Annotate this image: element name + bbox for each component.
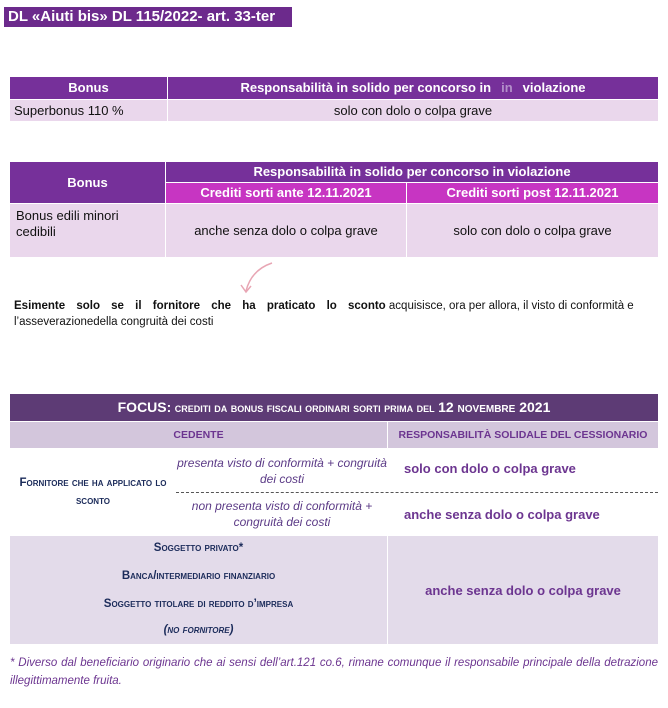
focus-header-text: crediti da bonus fiscali ordinari sorti prima del <box>174 401 435 415</box>
table1-header-responsabilita <box>168 77 658 99</box>
esimente-note-rest: acquisisce, ora per allora, il visto di conformità e l’asseverazionedella congruità dei costi <box>14 300 634 328</box>
focus-others-resp: anche senza dolo o colpa grave <box>425 583 621 598</box>
focus-divider <box>176 492 658 493</box>
table2-row-label: Bonus edili minori cedibili <box>10 204 165 257</box>
focus-non-presenta-visto: non presenta visto di conformità + congruità dei costi <box>191 499 373 529</box>
table2-header-main: Responsabilità in solido per concorso in violazione <box>166 162 658 182</box>
esimente-note <box>14 298 656 330</box>
focus-soggetto-titolare: Soggetto titolare di reddito d’impresa <box>103 598 294 610</box>
esimente-note-bold: Esimente solo se il fornitore che ha praticato lo sconto <box>14 300 386 312</box>
focus-header-prefix: FOCUS: <box>117 399 172 415</box>
focus-col-responsabilita: RESPONSABILITÀ SOLIDALE DEL CESSIONARIO <box>388 422 658 448</box>
table1-header-part1: Responsabilità in solido per concorso in <box>240 80 492 95</box>
page-title: DL «Aiuti bis» DL 115/2022- art. 33-ter <box>4 7 292 27</box>
table2-subheader-ante: Crediti sorti ante 12.11.2021 <box>166 183 406 203</box>
focus-header <box>10 394 658 421</box>
table1-header-part3: violazione <box>522 80 586 95</box>
pointer-arrow-icon <box>238 261 278 297</box>
table1-row-value: solo con dolo o colpa grave <box>168 100 658 121</box>
table2-row-post: solo con dolo o colpa grave <box>407 204 658 257</box>
focus-presenta-visto: presenta visto di conformità + congruità dei costi <box>177 456 387 486</box>
table1-row-bonus: Superbonus 110 % <box>10 100 167 121</box>
table2-subheader-post: Crediti sorti post 12.11.2021 <box>407 183 658 203</box>
focus-soggetto-privato: Soggetto privato* <box>153 542 244 554</box>
table1-header-part2: in <box>501 80 513 95</box>
focus-fornitore-label: Fornitore che ha applicato lo sconto <box>19 477 167 507</box>
focus-col-cedente: CEDENTE <box>10 422 387 448</box>
footnote: * Diverso dal beneficiario originario che ai sensi dell’art.121 co.6, rimane comunque il responsabile principale della detrazione illegittimamente fruita. <box>10 657 658 687</box>
table1-header-bonus: Bonus <box>10 77 167 99</box>
table2-header-bonus: Bonus <box>10 162 165 203</box>
focus-no-fornitore: (no fornitore) <box>163 624 234 636</box>
focus-header-date: 12 novembre 2021 <box>438 399 551 415</box>
focus-banca: Banca/intermediario finanziario <box>121 570 276 582</box>
focus-non-presenta-resp: anche senza dolo o colpa grave <box>404 507 600 522</box>
focus-presenta-resp: solo con dolo o colpa grave <box>404 461 576 476</box>
table2-row-ante: anche senza dolo o colpa grave <box>166 204 406 257</box>
